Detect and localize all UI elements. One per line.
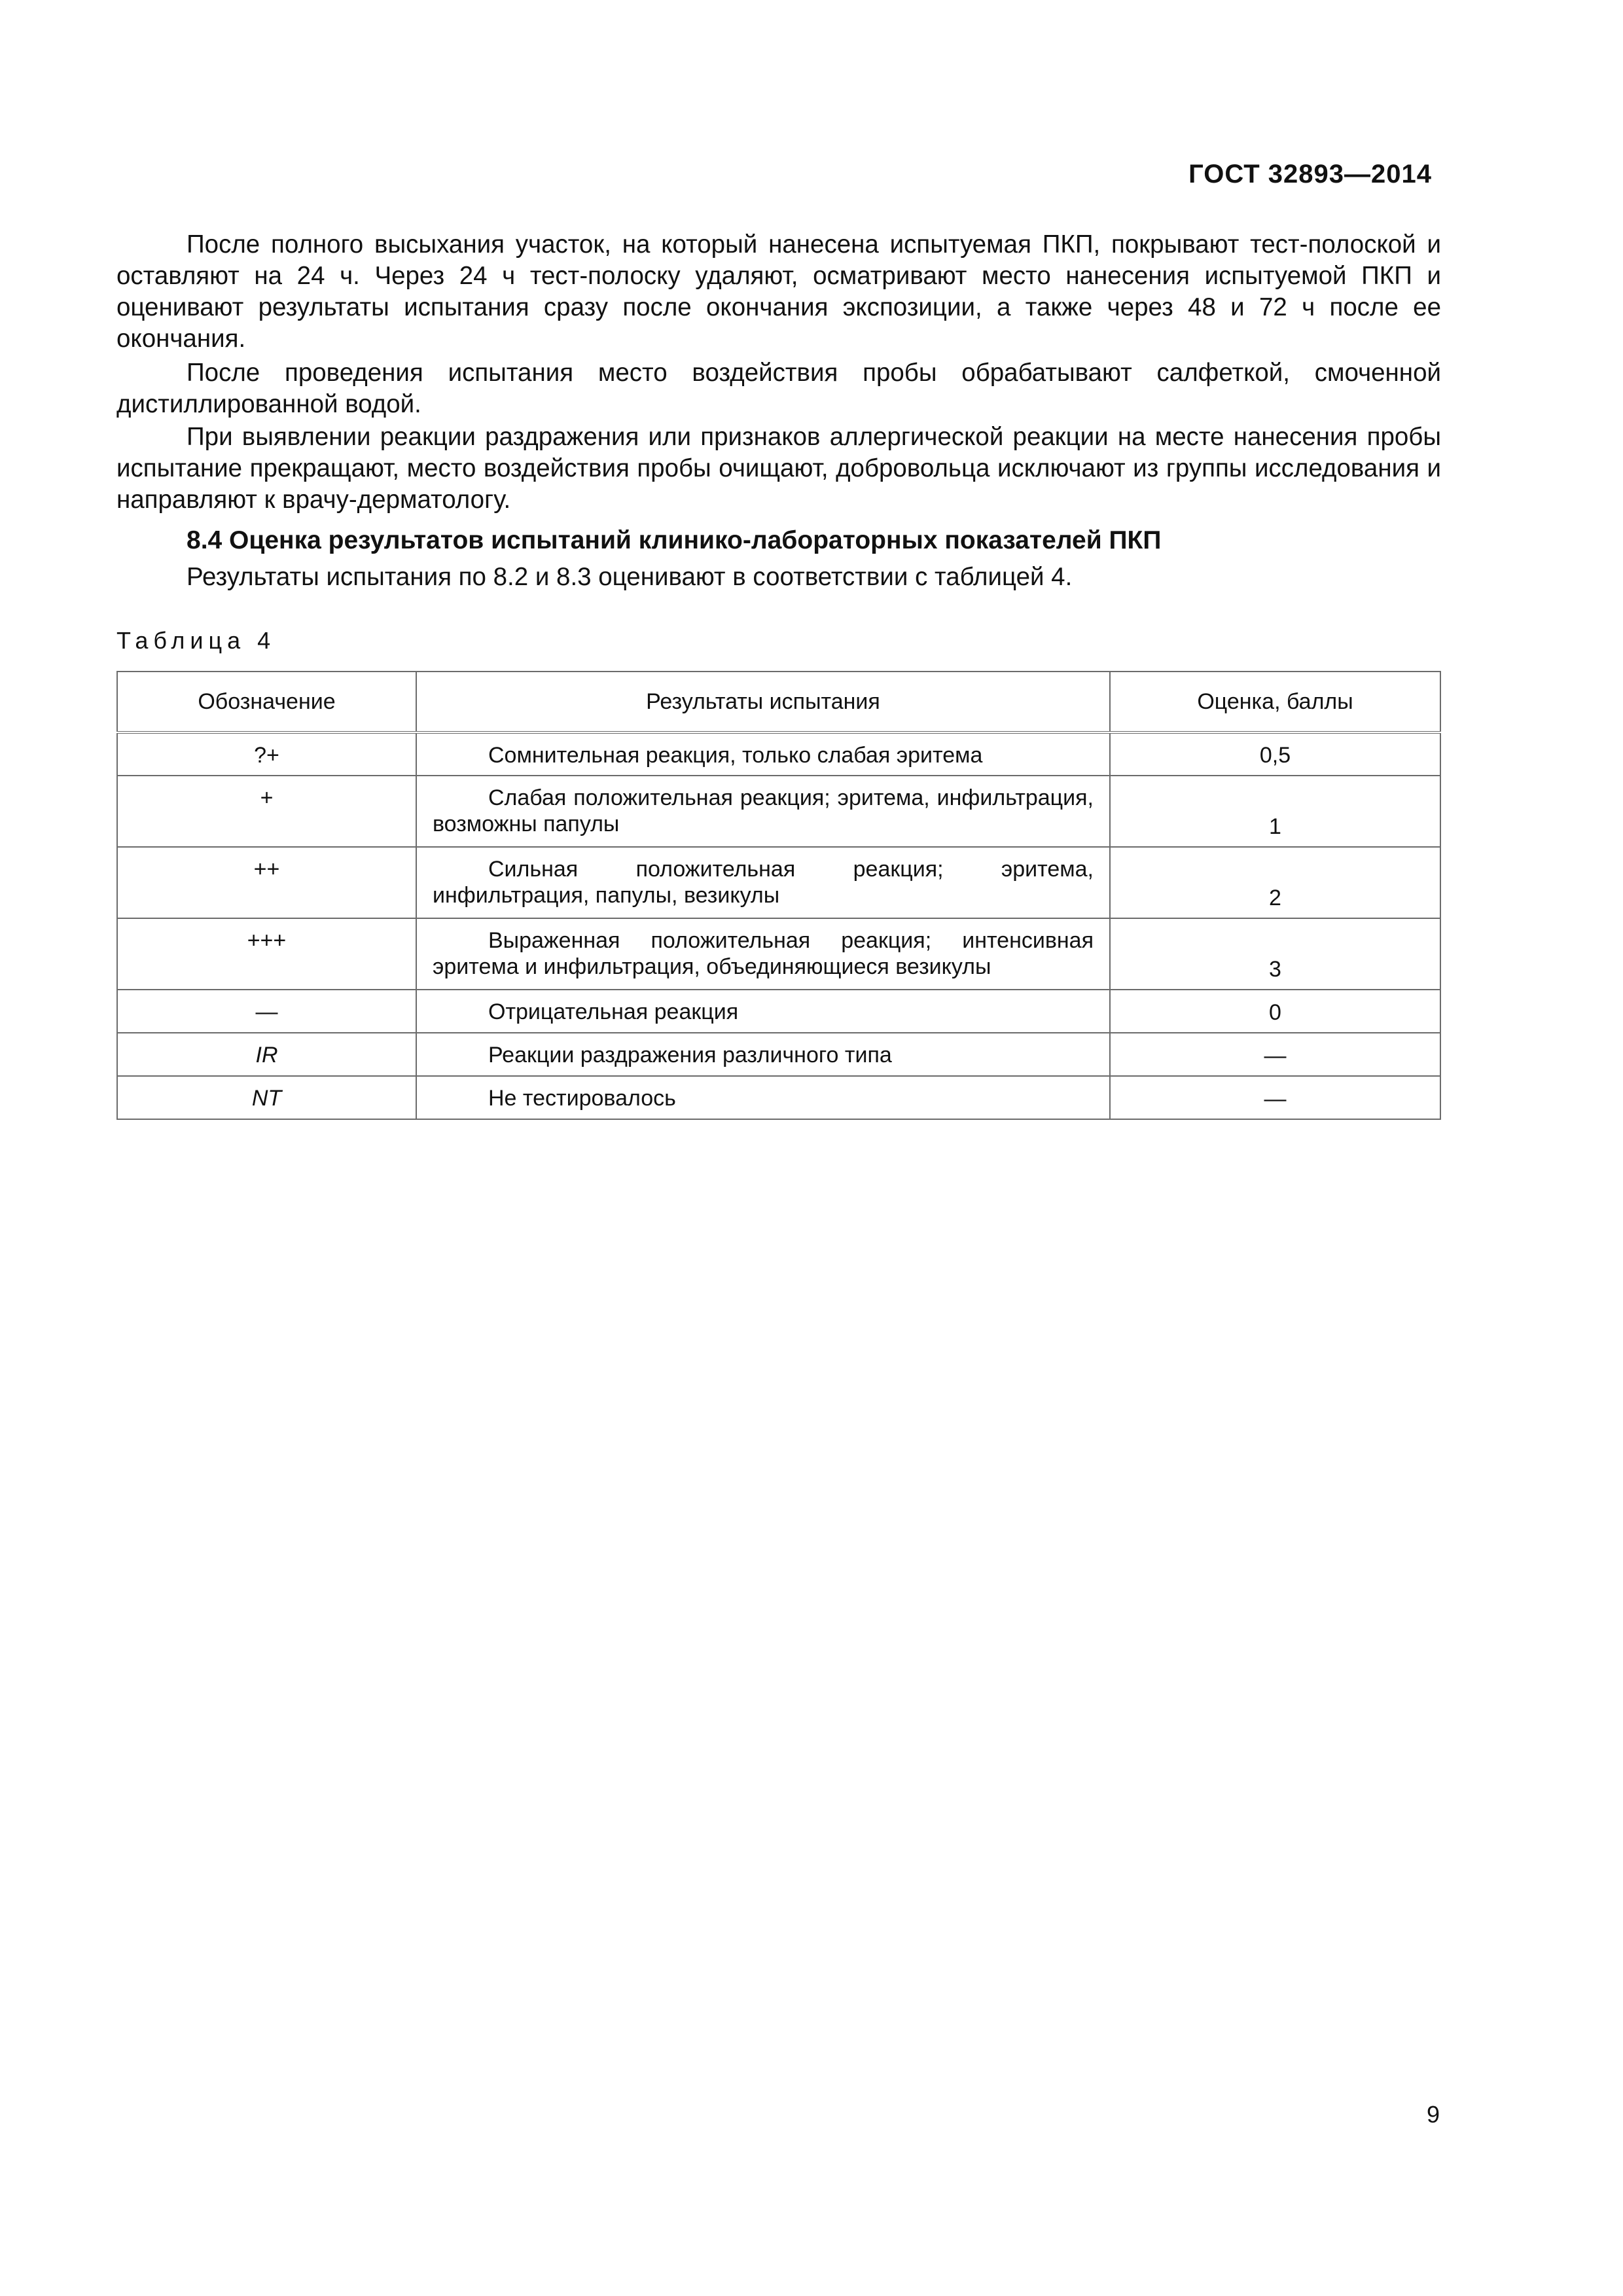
cell-score: 3 <box>1110 918 1440 990</box>
cell-score: — <box>1110 1076 1440 1119</box>
cell-result: Не тестировалось <box>416 1076 1110 1119</box>
paragraph-text: При выявлении реакции раздражения или признаков аллергической реакции на месте нанесения пробы испытание прекращают, место воздействия пробы очищают, добровольца исключают из группы исследования и направляют к врачу-дерматологу. <box>116 423 1441 514</box>
table-row <box>117 1076 1440 1119</box>
table-row <box>117 918 1440 990</box>
table-caption: Таблица 4 <box>116 627 276 654</box>
cell-code: — <box>117 990 416 1033</box>
cell-code: IR <box>117 1033 416 1076</box>
cell-result: Сомнительная реакция, только слабая эритема <box>416 732 1110 776</box>
table-row <box>117 1033 1440 1076</box>
cell-score: 0,5 <box>1110 732 1440 776</box>
cell-code: +++ <box>117 918 416 990</box>
header-score: Оценка, баллы <box>1110 672 1440 732</box>
cell-result: Сильная положительная реакция; эритема, инфильтрация, папулы, везикулы <box>416 847 1110 918</box>
table-row <box>117 847 1440 918</box>
cell-code: ?+ <box>117 732 416 776</box>
standard-code: ГОСТ 32893—2014 <box>1188 160 1432 188</box>
cell-result: Отрицательная реакция <box>416 990 1110 1033</box>
paragraph-text: После проведения испытания место воздействия пробы обрабатывают салфеткой, смоченной дистиллированной водой. <box>116 359 1441 418</box>
table-row <box>117 776 1440 847</box>
cell-score: 0 <box>1110 990 1440 1033</box>
cell-code: + <box>117 776 416 847</box>
section-intro: Результаты испытания по 8.2 и 8.3 оценивают в соответствии с таблицей 4. <box>187 563 1073 591</box>
page-number: 9 <box>1427 2101 1440 2128</box>
cell-result: Слабая положительная реакция; эритема, инфильтрация, возможны папулы <box>416 776 1110 847</box>
cell-code: ++ <box>117 847 416 918</box>
cell-score: — <box>1110 1033 1440 1076</box>
header-code: Обозначение <box>117 672 416 732</box>
table-row <box>117 732 1440 776</box>
cell-score: 2 <box>1110 847 1440 918</box>
paragraph-cleanup <box>116 357 1441 420</box>
table-row <box>117 990 1440 1033</box>
section-heading: 8.4 Оценка результатов испытаний клинико-лабораторных показателей ПКП <box>187 526 1162 554</box>
results-table <box>116 671 1441 1120</box>
cell-result: Выраженная положительная реакция; интенсивная эритема и инфильтрация, объединяющиеся везикулы <box>416 918 1110 990</box>
cell-score: 1 <box>1110 776 1440 847</box>
paragraph-exposure <box>116 229 1441 355</box>
table-header-row <box>117 672 1440 732</box>
paragraph-reaction <box>116 422 1441 516</box>
cell-result: Реакции раздражения различного типа <box>416 1033 1110 1076</box>
cell-code: NT <box>117 1076 416 1119</box>
header-result: Результаты испытания <box>416 672 1110 732</box>
paragraph-text: После полного высыхания участок, на который нанесена испытуемая ПКП, покрывают тест-полоской и оставляют на 24 ч. Через 24 ч тест-полоску удаляют, осматривают место нанесения испытуемой ПКП и оценивают результаты испытания сразу после окончания экспозиции, а также через 48 и 72 ч после ее окончания. <box>116 230 1441 353</box>
